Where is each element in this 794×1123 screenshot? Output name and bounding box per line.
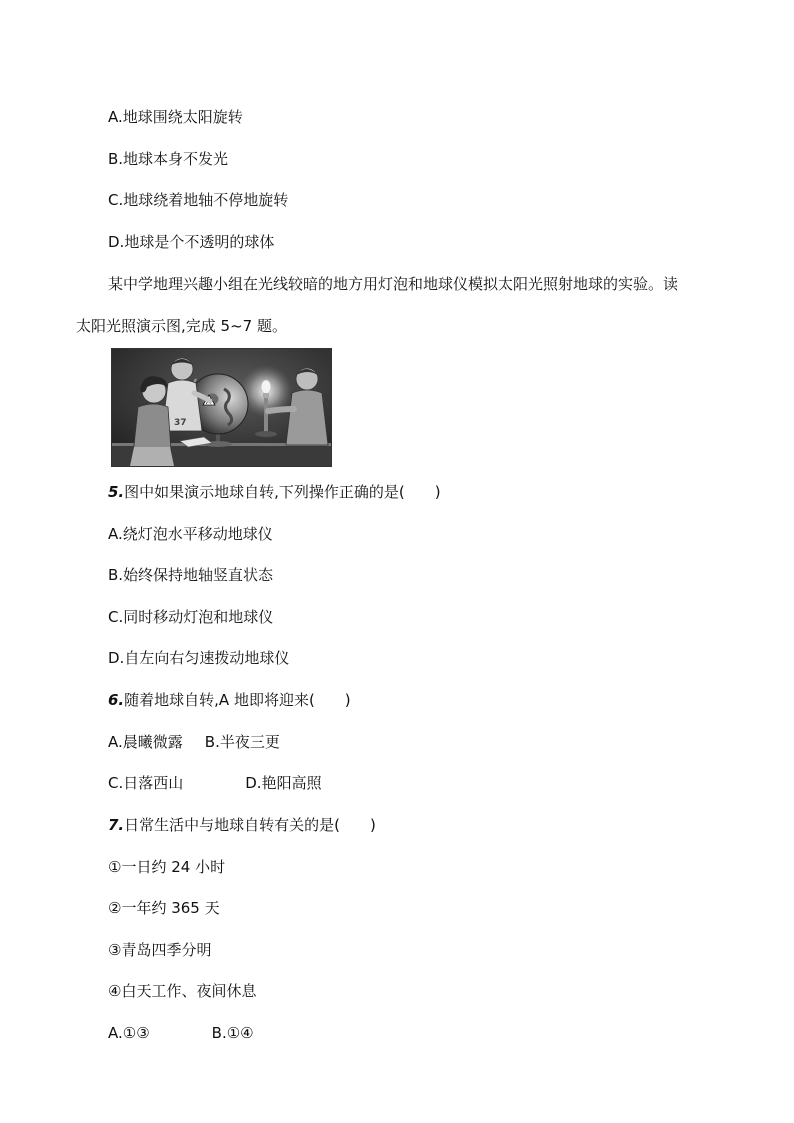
- lamp-bulb: [261, 380, 271, 394]
- question-5: [108, 482, 441, 502]
- question-5-close: ): [434, 483, 441, 501]
- q5-option-b: B.始终保持地轴竖直状态: [108, 566, 274, 584]
- q6-options-row-1: [108, 732, 280, 752]
- q7-option-b: B.①④: [211, 1024, 254, 1042]
- question-6-number: 6.: [108, 691, 125, 709]
- question-7-number: 7.: [108, 816, 125, 834]
- q6-option-a: A.晨曦微露: [108, 733, 183, 751]
- question-5-text: 图中如果演示地球自转,下列操作正确的是(: [124, 483, 405, 501]
- svg-text:37: 37: [174, 418, 187, 428]
- q7-option-a: A.①③: [108, 1024, 150, 1042]
- q6-option-c: C.日落西山: [108, 774, 184, 792]
- q7-item-3: ③青岛四季分明: [108, 941, 212, 959]
- intro-line-1: 某中学地理兴趣小组在光线较暗的地方用灯泡和地球仪模拟太阳光照射地球的实验。读: [108, 275, 679, 293]
- intro-line-2: 太阳光照演示图,完成 5~7 题。: [76, 317, 287, 335]
- q6-option-b: B.半夜三更: [204, 733, 280, 751]
- q7-item-2: ②一年约 365 天: [108, 899, 220, 917]
- question-7: [108, 815, 376, 835]
- question-7-close: ): [370, 816, 376, 834]
- q5-option-c: C.同时移动灯泡和地球仪: [108, 608, 274, 626]
- prev-option-a: A.地球围绕太阳旋转: [108, 108, 243, 126]
- question-6: [108, 690, 351, 710]
- q7-options-row: [108, 1023, 254, 1043]
- q5-option-d: D.自左向右匀速拨动地球仪: [108, 649, 290, 667]
- q5-option-a: A.绕灯泡水平移动地球仪: [108, 525, 273, 543]
- prev-option-d: D.地球是个不透明的球体: [108, 233, 275, 251]
- globe-lamp-illustration: [111, 348, 332, 467]
- prev-option-c: C.地球绕着地轴不停地旋转: [108, 191, 289, 209]
- question-6-close: ): [344, 691, 351, 709]
- q6-options-row-2: [108, 773, 322, 793]
- q7-item-1: ①一日约 24 小时: [108, 858, 226, 876]
- question-6-text: 随着地球自转,A 地即将迎来(: [124, 691, 315, 709]
- question-7-text: 日常生活中与地球自转有关的是(: [124, 816, 340, 834]
- point-a-label: A: [206, 398, 211, 406]
- question-5-number: 5.: [108, 483, 125, 501]
- q6-option-d: D.艳阳高照: [245, 774, 322, 792]
- prev-option-b: B.地球本身不发光: [108, 150, 229, 168]
- q7-item-4: ④白天工作、夜间休息: [108, 982, 257, 1000]
